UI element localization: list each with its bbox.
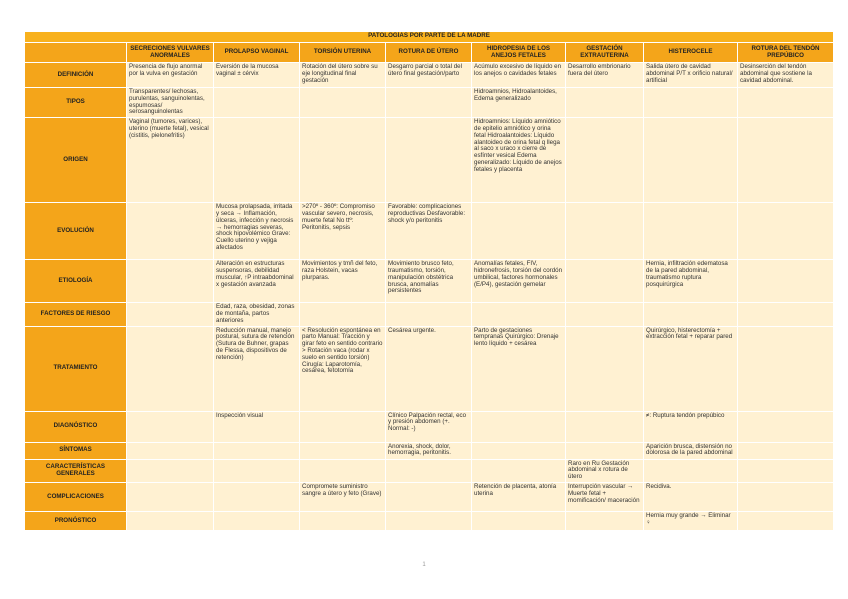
table-cell: Hernia, infiltración edematosa de la pared abdominal, traumatismo ruptura posquirúrgica [644, 260, 737, 302]
table-cell: Recidiva. [644, 483, 737, 511]
table-row [25, 512, 833, 530]
table-cell [472, 443, 565, 459]
table-row [25, 327, 833, 411]
table-cell [738, 443, 833, 459]
table-row [25, 63, 833, 87]
table-cell [127, 512, 213, 530]
document-sheet [24, 31, 824, 531]
table-cell [386, 88, 471, 117]
table-cell: Anorexia, shock, dolor, hemorragia, peritonitis. [386, 443, 471, 459]
table-cell: Favorable: complicaciones reproductivas Desfavorable: shock y/o peritonitis [386, 203, 471, 259]
row-header: COMPLICACIONES [25, 483, 126, 511]
table-cell [566, 203, 643, 259]
table-row [25, 412, 833, 442]
table-cell: Clínico Palpación rectal, eco y presión abdomen (+. Normal: -) [386, 412, 471, 442]
table-cell [738, 512, 833, 530]
table-cell: Mucosa prolapsada, irritada y seca → Inflamación, úlceras, infección y necrosis → hemorragias severas, shock hipovolémico Grave: Cuello uterino y vejiga afectados [214, 203, 299, 259]
table-cell: Inspección visual [214, 412, 299, 442]
table-cell: Retención de placenta, atonía uterina [472, 483, 565, 511]
table-cell [214, 88, 299, 117]
table-cell: Desarrollo embrionario fuera del útero [566, 63, 643, 87]
table-row [25, 88, 833, 117]
table-row [25, 303, 833, 325]
table-cell [738, 412, 833, 442]
table-cell [644, 118, 737, 202]
table-cell [300, 460, 385, 482]
page-number: 1 [422, 562, 426, 568]
table-cell [127, 460, 213, 482]
table-cell [738, 88, 833, 117]
table-cell [566, 327, 643, 411]
table-body [25, 63, 833, 530]
table-cell: Desgarro parcial o total del útero final gestación/parto [386, 63, 471, 87]
table-cell [300, 443, 385, 459]
table-cell [214, 460, 299, 482]
table-cell: Hidroamnios, Hidroalantoides, Edema generalizado [472, 88, 565, 117]
table-cell: Vaginal (tumores, varices), uterino (muerte fetal), vesical (cistitis, pielonefritis) [127, 118, 213, 202]
table-cell: ≠: Ruptura tendón prepúbico [644, 412, 737, 442]
table-cell [644, 460, 737, 482]
table-cell [566, 260, 643, 302]
row-header: CARACTERÍSTICAS GENERALES [25, 460, 126, 482]
table-cell: Salida útero de cavidad abdominal P/T x orificio natural/ artificial [644, 63, 737, 87]
row-header: PRONÓSTICO [25, 512, 126, 530]
row-header: TIPOS [25, 88, 126, 117]
table-row [25, 443, 833, 459]
column-header: GESTACIÓN EXTRAUTERINA [566, 43, 643, 62]
table-cell: < Resolución espontánea en parto Manual: Tracción y girar feto en sentido contrario > Rotación vaca (rodar x suelo en sentido torsión) Cirugía: Laparotomía, cesárea, fetotomía [300, 327, 385, 411]
table-cell: Eversión de la mucosa vaginal ± cérvix [214, 63, 299, 87]
table-cell [300, 88, 385, 117]
table-cell: Acúmulo excesivo de líquido en los anejos o cavidades fetales [472, 63, 565, 87]
table-row [25, 483, 833, 511]
table-cell [644, 88, 737, 117]
table-cell [472, 412, 565, 442]
table-cell: Rotación del útero sobre su eje longitudinal final gestación [300, 63, 385, 87]
table-cell [300, 512, 385, 530]
row-header: DEFINICIÓN [25, 63, 126, 87]
row-header: FACTORES DE RIESGO [25, 303, 126, 325]
table-cell [738, 460, 833, 482]
row-header: ETIOLOGÍA [25, 260, 126, 302]
table-cell [386, 460, 471, 482]
table-cell [566, 88, 643, 117]
column-header: TORSIÓN UTERINA [300, 43, 385, 62]
table-cell [566, 443, 643, 459]
table-cell: Hidroamnios: Líquido amniótico de epitelio amniótico y orina fetal Hidroalantoides: Líquido alantoideo de orina fetal q llega al saco x uraco x cierre de esfínter vesical Edema generalizado: Líquido de anejos fetales y placenta [472, 118, 565, 202]
table-cell [214, 118, 299, 202]
table-row [25, 118, 833, 202]
table-cell [127, 327, 213, 411]
table-cell [566, 118, 643, 202]
column-header: ROTURA DE ÚTERO [386, 43, 471, 62]
column-header: SECRECIONES VULVARES ANORMALES [127, 43, 213, 62]
table-title: PATOLOGÍAS POR PARTE DE LA MADRE [25, 32, 833, 42]
table-cell [127, 412, 213, 442]
row-header: EVOLUCIÓN [25, 203, 126, 259]
table-cell [300, 118, 385, 202]
table-cell [738, 203, 833, 259]
table-cell: Presencia de flujo anormal por la vulva en gestación [127, 63, 213, 87]
column-header: PROLAPSO VAGINAL [214, 43, 299, 62]
table-cell [386, 483, 471, 511]
row-header: SÍNTOMAS [25, 443, 126, 459]
table-cell [386, 118, 471, 202]
column-header: HIDROPESIA DE LOS ANEJOS FETALES [472, 43, 565, 62]
table-cell [738, 118, 833, 202]
table-cell [738, 303, 833, 325]
column-header: HISTEROCELE [644, 43, 737, 62]
table-cell [127, 203, 213, 259]
table-cell [214, 483, 299, 511]
table-cell: Parto de gestaciones tempranas Quirúrgico: Drenaje lento líquido + cesárea [472, 327, 565, 411]
column-header-row [25, 43, 833, 62]
corner-cell [25, 43, 126, 62]
table-cell [738, 260, 833, 302]
table-cell [386, 303, 471, 325]
table-cell [127, 443, 213, 459]
table-cell [386, 512, 471, 530]
table-cell [127, 483, 213, 511]
table-cell [127, 303, 213, 325]
table-cell: Hernia muy grande → Eliminar ♀ [644, 512, 737, 530]
table-cell: Reducción manual, manejo postural, sutura de retención (Sutura de Buhner, grapas de Flessa, dispositivos de retención) [214, 327, 299, 411]
table-cell: Alteración en estructuras suspensoras, debilidad muscular, ↑P intraabdominal x gestación avanzada [214, 260, 299, 302]
row-header: DIAGNÓSTICO [25, 412, 126, 442]
table-cell [644, 303, 737, 325]
table-cell [472, 303, 565, 325]
table-cell: Quirúrgico, histerectomía + extracción fetal + reparar pared [644, 327, 737, 411]
table-cell [472, 460, 565, 482]
table-row [25, 203, 833, 259]
table-cell: Transparentes/ lechosas, purulentas, sanguinolentas, espumosas/ serosanguinolentas [127, 88, 213, 117]
table-cell: Edad, raza, obesidad, zonas de montaña, partos anteriores [214, 303, 299, 325]
table-cell: Movimientos y tmñ del feto, raza Holstein, vacas plurparas. [300, 260, 385, 302]
table-cell [214, 443, 299, 459]
table-row [25, 260, 833, 302]
table-cell [300, 412, 385, 442]
table-cell: >270º - 360º: Compromiso vascular severo, necrosis, muerte fetal No ttº: Peritonitis, sepsis [300, 203, 385, 259]
table-cell: Anomalías fetales, FIV, hidronefrosis, torsión del cordón umbilical, factores hormonales (E/P4), gestación gemelar [472, 260, 565, 302]
row-header: ORIGEN [25, 118, 126, 202]
table-cell: Aparición brusca, distensión no dolorosa de la pared abdominal [644, 443, 737, 459]
table-cell: Compromete suministro sangre a útero y feto (Grave) [300, 483, 385, 511]
table-cell [566, 303, 643, 325]
table-row [25, 460, 833, 482]
table-cell [738, 483, 833, 511]
table-cell [644, 203, 737, 259]
table-cell: Raro en Ru Gestación abdominal x rotura de útero [566, 460, 643, 482]
table-cell: Desinserción del tendón abdominal que sostiene la cavidad abdominal. [738, 63, 833, 87]
table-cell: Cesárea urgente. [386, 327, 471, 411]
table-cell: Interrupción vascular → Muerte fetal + momificación/ maceración [566, 483, 643, 511]
table-cell [472, 512, 565, 530]
title-row [25, 32, 833, 42]
column-header: ROTURA DEL TENDÓN PREPÚBICO [738, 43, 833, 62]
row-header: TRATAMIENTO [25, 327, 126, 411]
table-cell [214, 512, 299, 530]
table-cell [566, 512, 643, 530]
table-cell [566, 412, 643, 442]
pathology-table [24, 31, 834, 531]
table-cell [300, 303, 385, 325]
table-cell [738, 327, 833, 411]
table-cell [127, 260, 213, 302]
table-cell: Movimiento brusco feto, traumatismo, torsión, manipulación obstétrica brusca, anomalías persistentes [386, 260, 471, 302]
table-cell [472, 203, 565, 259]
